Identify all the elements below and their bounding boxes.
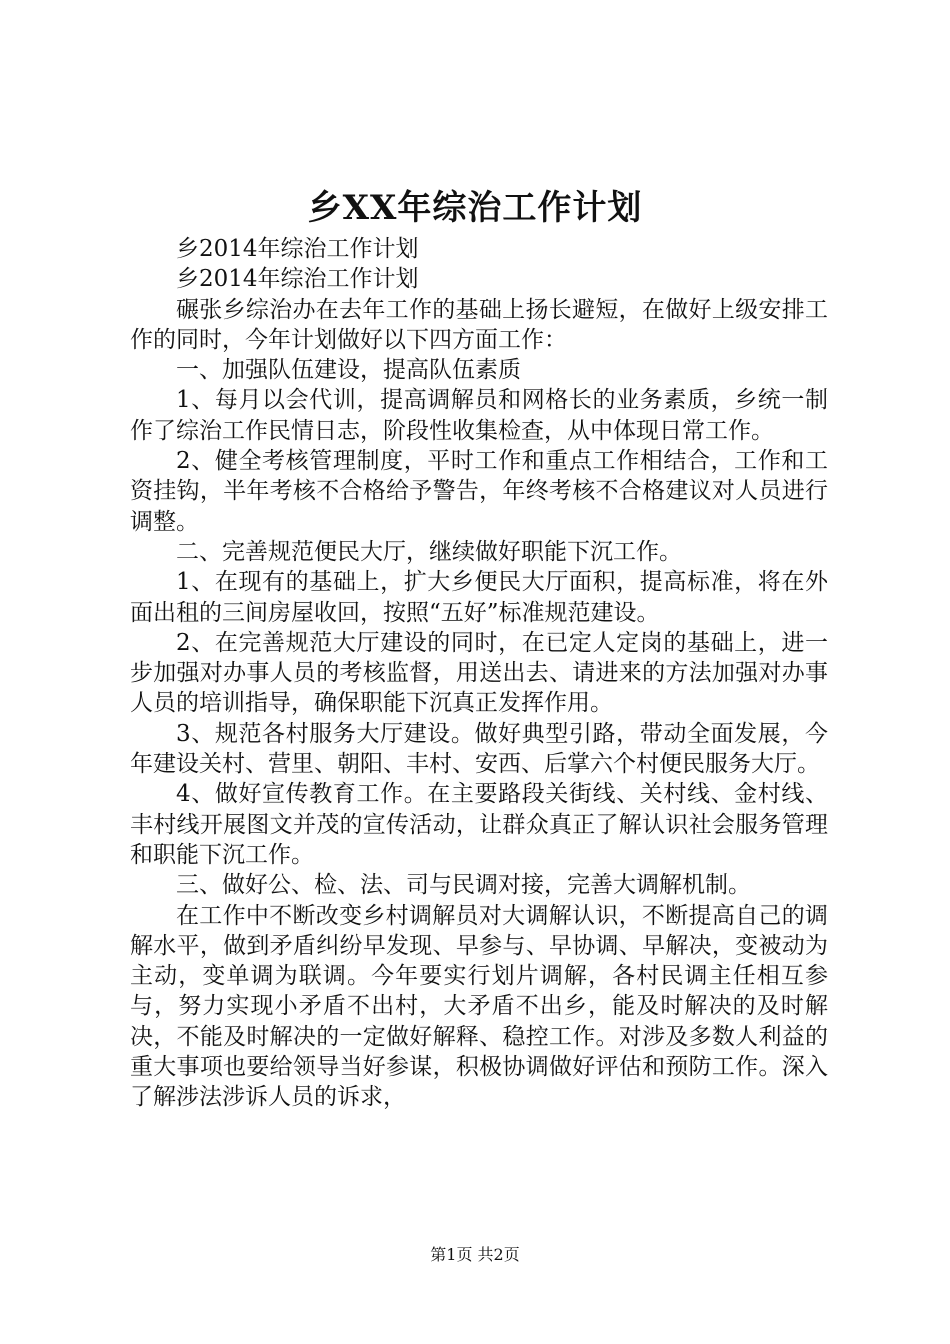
document-body <box>130 234 828 1113</box>
page-footer <box>0 1244 950 1266</box>
paragraph: 4、做好宣传教育工作。在主要路段关街线、关村线、金村线、丰村线开展图文并茂的宣传活动，让群众真正了解认识社会服务管理和职能下沉工作。 <box>130 781 828 868</box>
document-title: 乡XX年综治工作计划 <box>307 188 643 228</box>
paragraph: 乡2014年综治工作计划 <box>176 266 419 293</box>
section-heading: 二、完善规范便民大厅，继续做好职能下沉工作。 <box>176 538 682 565</box>
paragraph: 2、健全考核管理制度，平时工作和重点工作相结合，工作和工资挂钩，半年考核不合格给予警告，年终考核不合格建议对人员进行调整。 <box>130 448 828 535</box>
paragraph: 乡2014年综治工作计划 <box>176 236 419 262</box>
paragraph: 2、在完善规范大厅建设的同时，在已定人定岗的基础上，进一步加强对办事人员的考核监督，用送出去、请进来的方法加强对办事人员的培训指导，确保职能下沉真正发挥作用。 <box>130 629 828 717</box>
page-number: 第1页 共2页 <box>430 1245 520 1264</box>
section-heading: 三、做好公、检、法、司与民调对接，完善大调解机制。 <box>176 872 751 899</box>
paragraph: 3、规范各村服务大厅建设。做好典型引路，带动全面发展，今年建设关村、营里、朝阳、丰村、安西、后掌六个村便民服务大厅。 <box>130 720 828 778</box>
paragraph: 碾张乡综治办在去年工作的基础上扬长避短，在做好上级安排工作的同时，今年计划做好以下四方面工作： <box>130 296 828 353</box>
paragraph: 1、每月以会代训，提高调解员和网格长的业务素质，乡统一制作了综治工作民情日志，阶段性收集检查，从中体现日常工作。 <box>130 387 828 444</box>
paragraph: 在工作中不断改变乡村调解员对大调解认识，不断提高自己的调解水平，做到矛盾纠纷早发现、早参与、早协调、早解决，变被动为主动，变单调为联调。今年要实行划片调解，各村民调主任相互参与，努力实现小矛盾不出村，大矛盾不出乡，能及时解决的及时解决，不能及时解决的一定做好解释、稳控工作。对涉及多数人利益的重大事项也要给领导当好参谋，积极协调做好评估和预防工作。深入了解涉法涉诉人员的诉求， <box>130 902 828 1111</box>
section-heading: 一、加强队伍建设，提高队伍素质 <box>176 357 521 384</box>
paragraph: 1、在现有的基础上，扩大乡便民大厅面积，提高标准，将在外面出租的三间房屋收回，按照“五好”标准规范建设。 <box>130 569 828 626</box>
